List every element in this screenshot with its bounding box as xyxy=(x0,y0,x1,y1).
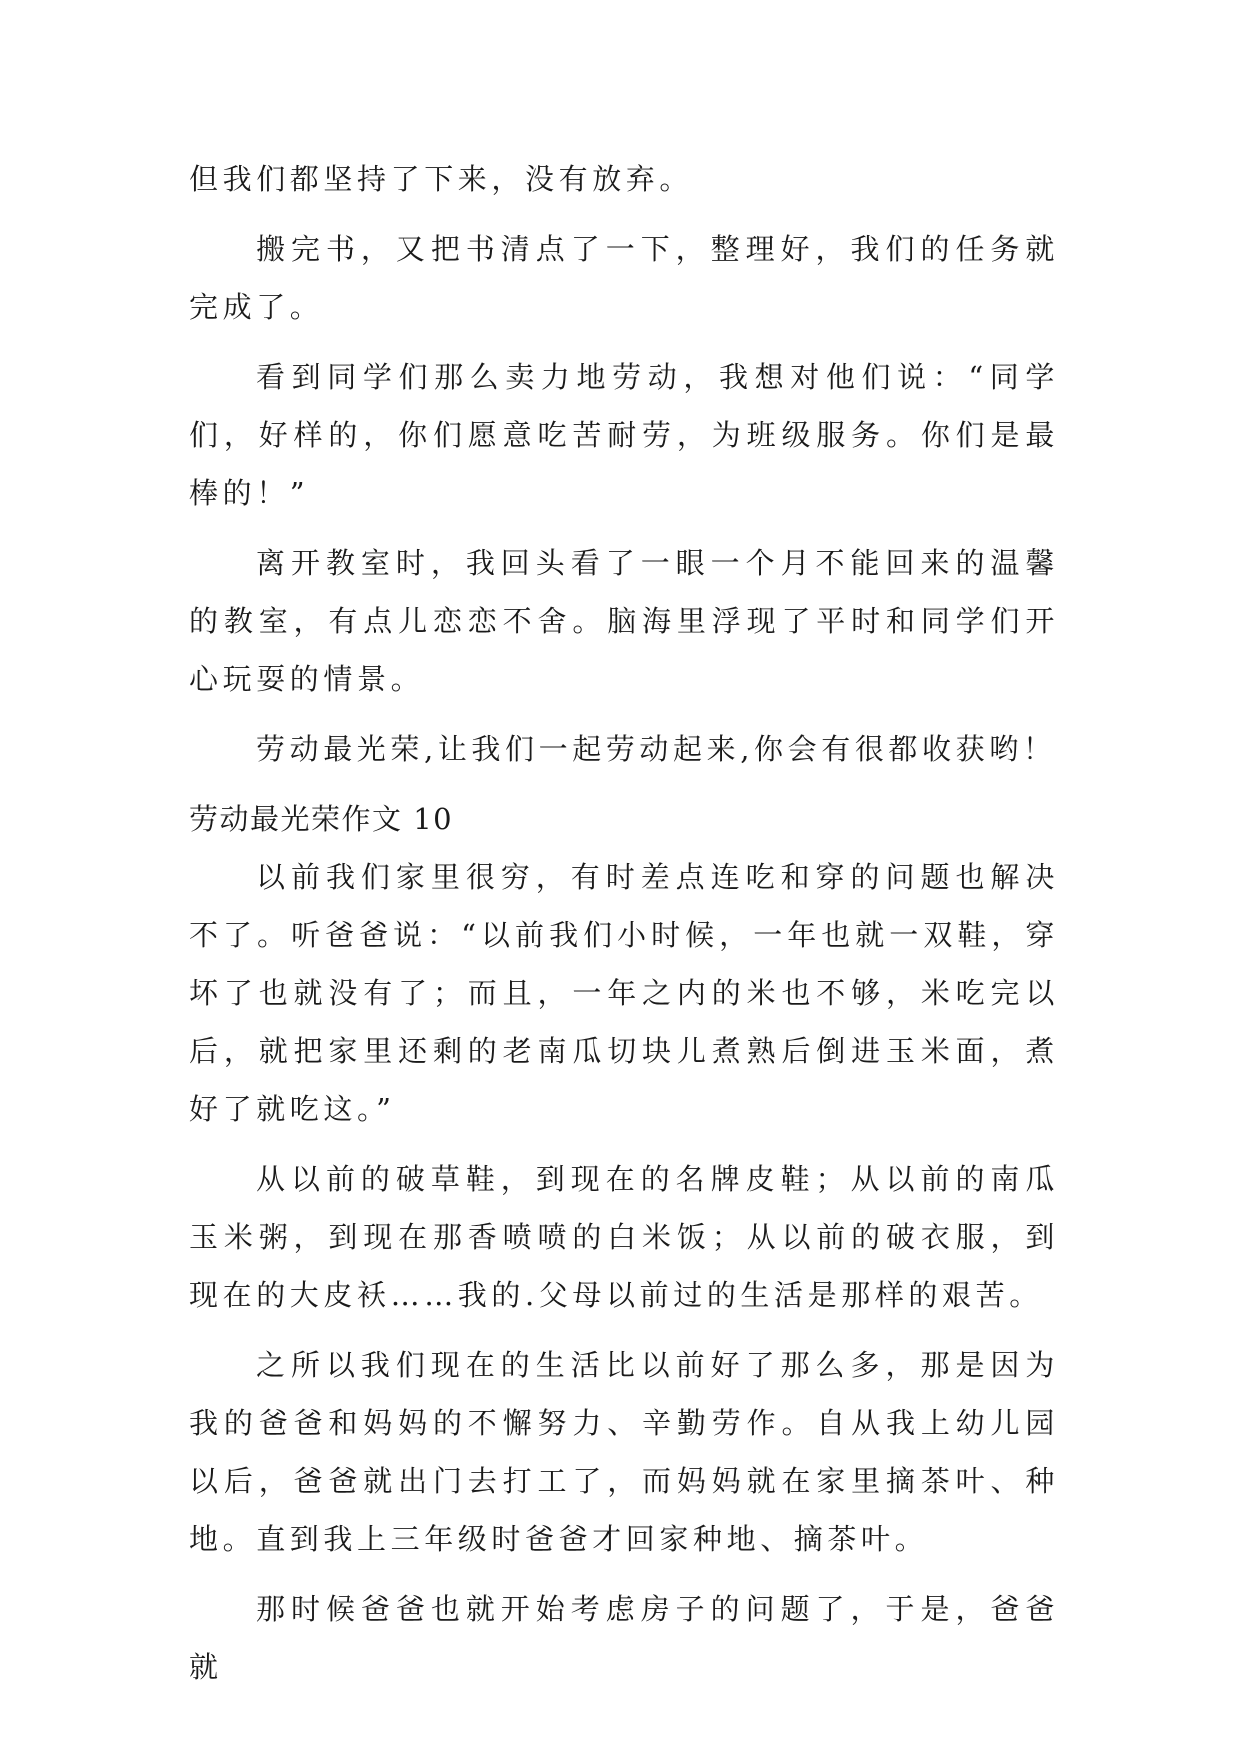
paragraph-parents-effort: 之所以我们现在的生活比以前好了那么多，那是因为我的爸爸和妈妈的不懈努力、辛勤劳作。自从我上幼儿园以后，爸爸就出门去打工了，而妈妈就在家里摘茶叶、种地。直到我上三年级时爸爸才回家种地、摘茶叶。 xyxy=(189,1348,1059,1556)
document-body xyxy=(189,150,1059,1708)
paragraph-past-poverty: 以前我们家里很穷，有时差点连吃和穿的问题也解决不了。听爸爸说：“以前我们小时候，一年也就一双鞋，穿坏了也就没有了；而且，一年之内的米也不够，米吃完以后，就把家里还剩的老南瓜切块儿煮熟后倒进玉米面，煮好了就吃这。” xyxy=(189,860,1059,1126)
section-title: 劳动最光荣作文 10 xyxy=(189,802,454,836)
paragraph-then-and-now: 从以前的破草鞋，到现在的名牌皮鞋；从以前的南瓜玉米粥，到现在那香喷喷的白米饭；从以前的破衣服，到现在的大皮袄……我的.父母以前过的生活是那样的艰苦。 xyxy=(189,1162,1059,1312)
paragraph-leaving-classroom: 离开教室时，我回头看了一眼一个月不能回来的温馨的教室，有点儿恋恋不舍。脑海里浮现了平时和同学们开心玩耍的情景。 xyxy=(189,546,1059,696)
paragraph-finish-task: 搬完书，又把书清点了一下，整理好，我们的任务就完成了。 xyxy=(189,232,1059,324)
paragraph-house-question: 那时候爸爸也就开始考虑房子的问题了，于是，爸爸就 xyxy=(189,1592,1059,1684)
paragraph-conclusion: 劳动最光荣,让我们一起劳动起来,你会有很都收获哟！ xyxy=(256,732,1057,766)
paragraph-praise: 看到同学们那么卖力地劳动，我想对他们说：“同学们，好样的，你们愿意吃苦耐劳，为班级服务。你们是最棒的！” xyxy=(189,360,1059,510)
paragraph-continuation: 但我们都坚持了下来，没有放弃。 xyxy=(189,162,694,196)
